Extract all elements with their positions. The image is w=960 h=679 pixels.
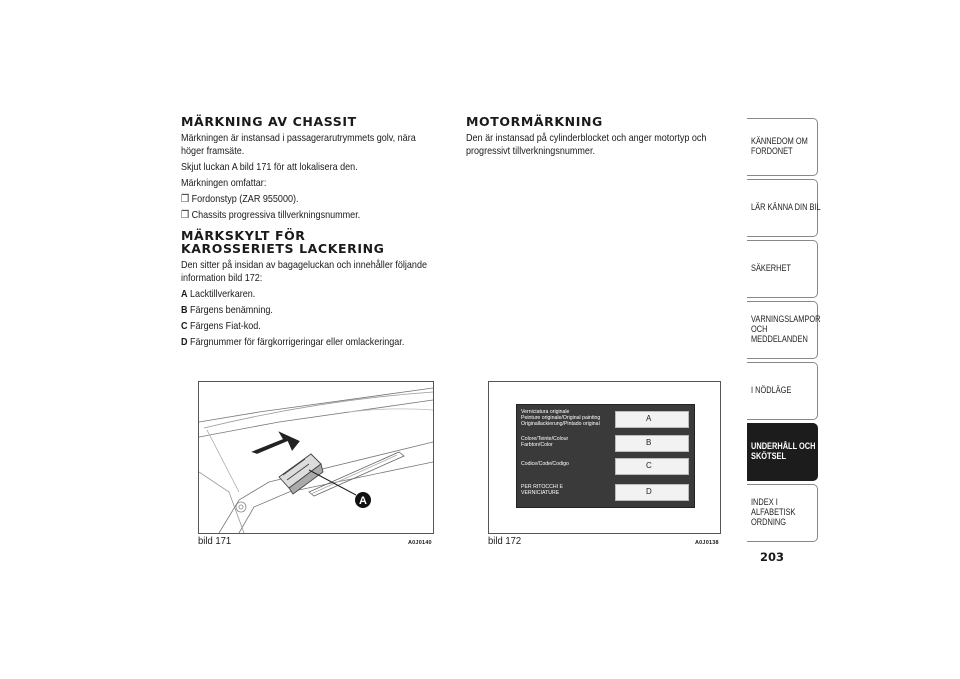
para-chassis-location: Märkningen är instansad i passagerarutrymmets golv, nära höger framsäte. — [181, 132, 416, 157]
para-chassis-includes: Märkningen omfattar: — [181, 176, 267, 189]
right-column — [466, 115, 726, 161]
tab-know-your-car[interactable]: LÄR KÄNNA DIN BIL — [747, 179, 818, 237]
tab-warning-lights[interactable]: VARNINGSLAMPOR OCH MEDDELANDEN — [747, 301, 818, 359]
heading-chassis: MÄRKNING AV CHASSIT — [181, 114, 357, 129]
paint-label-card — [516, 404, 695, 508]
caption-171: bild 171 — [198, 535, 232, 547]
para-engine: Den är instansad på cylinderblocket och anger motortyp och progressivt tillverkningsnummer. — [466, 132, 707, 157]
tab-index[interactable]: INDEX I ALFABETISK ORDNING — [747, 484, 818, 542]
bullet-vehicle-type: ❒ Fordonstyp (ZAR 955000). — [181, 192, 299, 205]
card-row-c: Codice/Code/Codigo C — [521, 456, 689, 476]
tab-maintenance[interactable]: UNDERHÅLL OCH SKÖTSEL — [747, 423, 818, 481]
slide-arrow — [251, 427, 301, 461]
card-row-b: Colore/Teinte/Colour Farbton/Color B — [521, 433, 689, 453]
caption-172: bild 172 — [488, 535, 522, 547]
bullet-serial-number: ❒ Chassits progressiva tillverkningsnummer. — [181, 208, 361, 221]
tab-emergency[interactable]: I NÖDLÄGE — [747, 362, 818, 420]
page-number: 203 — [760, 550, 785, 564]
para-chassis-hatch: Skjut luckan A bild 171 för att lokalisera den. — [181, 160, 358, 173]
item-a: A Lacktillverkaren. — [181, 287, 256, 300]
left-column — [181, 115, 451, 352]
figure-171 — [198, 381, 434, 534]
item-c: C Färgens Fiat-kod. — [181, 319, 261, 332]
card-row-d: PER RITOCCHI E VERNICIATURE D — [521, 481, 689, 501]
code-171: A0J0140 — [408, 540, 432, 546]
tab-safety[interactable]: SÄKERHET — [747, 240, 818, 298]
heading-engine: MOTORMÄRKNING — [466, 114, 603, 129]
code-172: A0J0138 — [695, 540, 719, 546]
figure-172 — [488, 381, 721, 534]
item-d: D Färgnummer för färgkorrigeringar eller omlackeringar. — [181, 335, 405, 348]
card-row-a: Verniciatura originale Peinture originale/Original painting Originallackierung/Pintado original A — [521, 408, 689, 431]
floor-hatch-illustration — [199, 382, 433, 533]
item-b: B Färgens benämning. — [181, 303, 273, 316]
heading-paint-plate: MÄRKSKYLT FÖR KAROSSERIETS LACKERING — [181, 228, 385, 256]
para-paint-plate: Den sitter på insidan av bagageluckan och innehåller följande information bild 172: — [181, 259, 427, 284]
callout-a-letter: A — [359, 495, 367, 507]
tab-vehicle-info[interactable]: KÄNNEDOM OM FORDONET — [747, 118, 818, 176]
